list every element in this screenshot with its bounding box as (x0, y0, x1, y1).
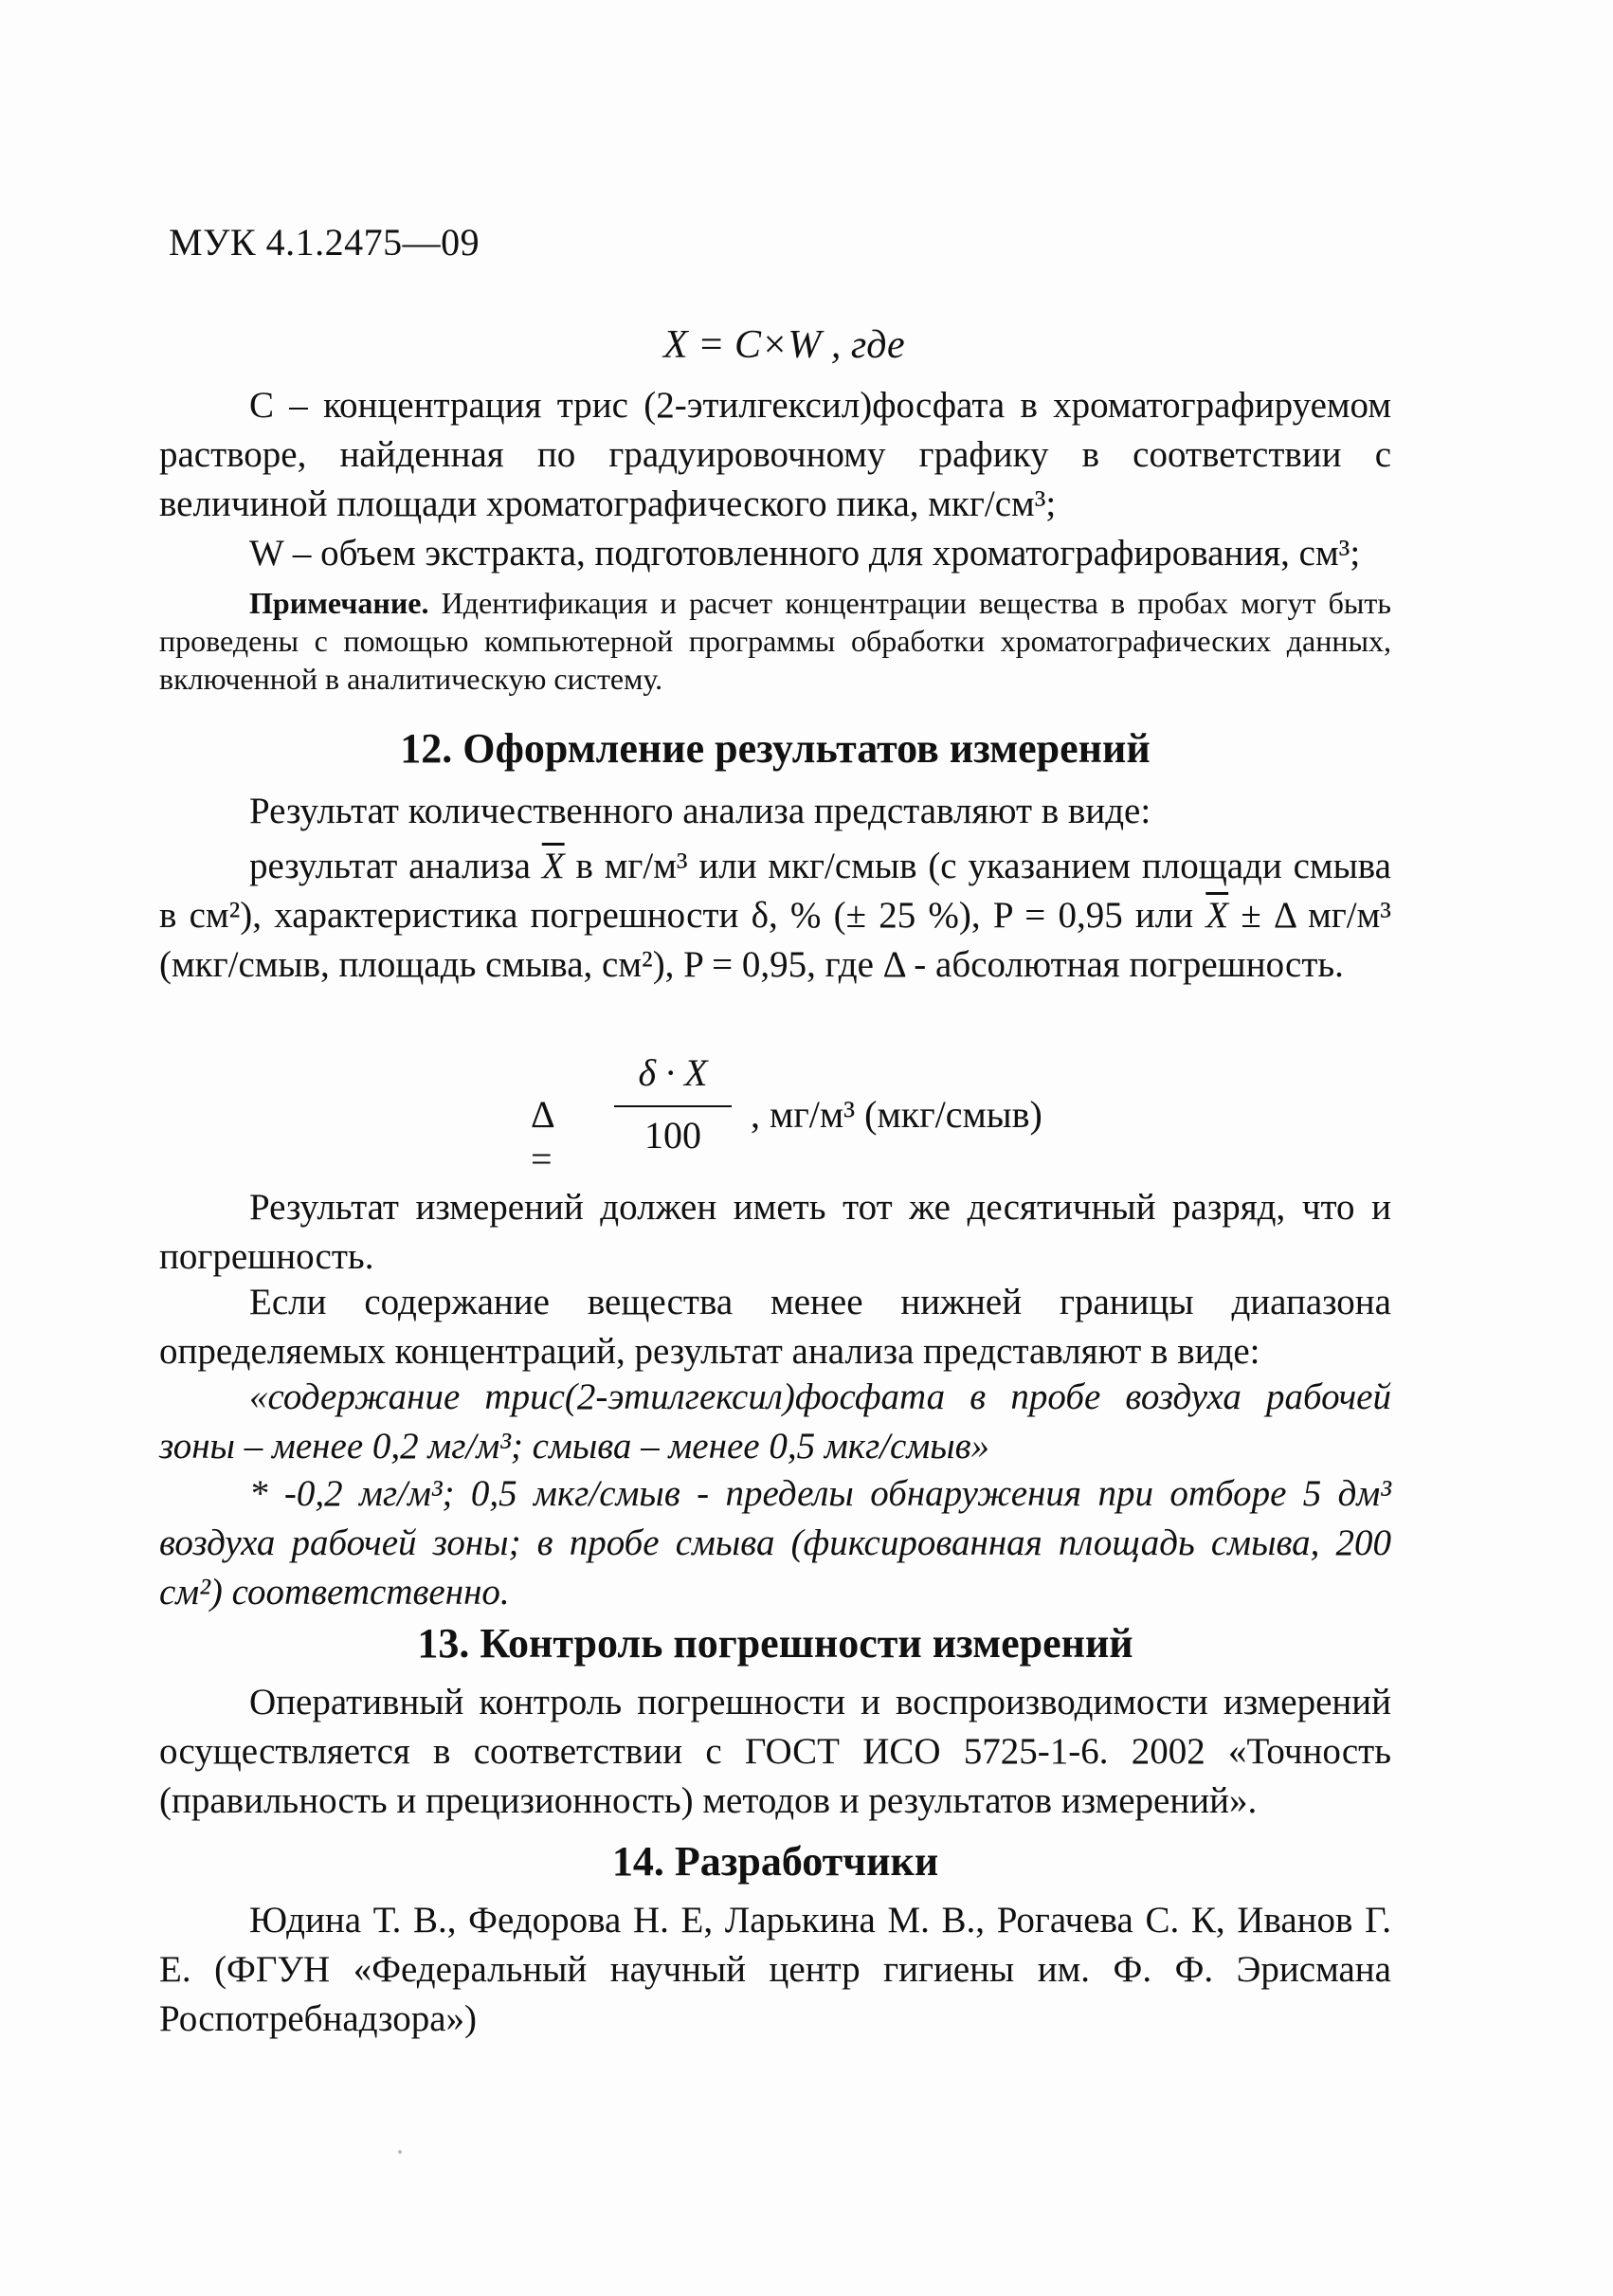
x-bar-symbol-2: $\overline{X}$ (1205, 895, 1229, 936)
section-12-p2-a: результат анализа (249, 846, 542, 886)
section-12-p2-b: в мг/м³ или мкг/смыв (с указанием площади смыва в см²), характеристика погрешности δ, % (± 25 %), P = 0,95 или (159, 846, 1391, 936)
delta-formula-numerator: δ · X (638, 1051, 708, 1094)
section-13-p1: Оперативный контроль погрешности и воспроизводимости измерений осуществляется в соответствии с ГОСТ ИСО 5725-1-6. 2002 «Точность (правильность и прецизионность) методов и результатов измерений». (159, 1682, 1391, 1821)
document-header: МУК 4.1.2475—09 (169, 221, 480, 264)
section-14-p1: Юдина Т. В., Федорова Н. Е, Ларькина М. В., Рогачева С. К, Иванов Г. Е. (ФГУН «Федеральный научный центр гигиены им. Ф. Ф. Эрисмана Роспотребнадзора») (159, 1900, 1391, 2039)
section-12-p1: Результат количественного анализа представляют в виде: (249, 791, 1151, 831)
definition-c: С – концентрация трис (2-этилгексил)фосфата в хроматографируемом растворе, найденная по градуировочному графику в соответствии с величиной площади хроматографического пика, мкг/см³; (159, 385, 1391, 524)
section-12-p5: «содержание трис(2-этилгексил)фосфата в пробе воздуха рабочей зоны – менее 0,2 мг/м³; смыва – менее 0,5 мкг/смыв» (159, 1376, 1391, 1467)
note-label: Примечание. (249, 586, 429, 620)
note-paragraph (159, 584, 1391, 698)
section-14-title: 14. Разработчики (611, 1838, 939, 1885)
delta-formula-denominator: 100 (644, 1114, 701, 1157)
main-formula: X = C×W , где (663, 323, 905, 367)
scan-speck (398, 2150, 402, 2154)
section-12-title: 12. Оформление результатов измерений (400, 725, 1151, 772)
x-bar-symbol: $\overline{X}$ (541, 846, 565, 886)
section-12-p2-c: ± Δ мг/м³ (мкг/смыв, площадь смыва, см²), P = 0,95, где Δ - абсолютная погрешность. (159, 895, 1391, 985)
section-12-p6: * -0,2 мг/м³; 0,5 мкг/смыв - пределы обнаружения при отборе 5 дм³ воздуха рабочей зоны; в пробе смыва (фиксированная площадь смыва, 200 см²) соответственно. (159, 1473, 1391, 1613)
definition-w: W – объем экстракта, подготовленного для хроматографирования, см³; (249, 533, 1361, 574)
section-12-p2 (159, 842, 1391, 990)
section-13-title: 13. Контроль погрешности измерений (417, 1620, 1133, 1667)
section-12-p4: Если содержание вещества менее нижней границы диапазона определяемых концентраций, результат анализа представляют в виде: (159, 1282, 1391, 1372)
fraction-line (614, 1105, 732, 1107)
delta-formula-lhs: Δ = (531, 1093, 553, 1180)
note-text: Идентификация и расчет концентрации вещества в пробах могут быть проведены с помощью компьютерной программы обработки хроматографических данных, включенной в аналитическую систему. (159, 586, 1392, 696)
delta-formula-unit: , мг/м³ (мкг/смыв) (751, 1093, 1042, 1136)
section-12-p3: Результат измерений должен иметь тот же десятичный разряд, что и погрешность. (159, 1187, 1391, 1277)
